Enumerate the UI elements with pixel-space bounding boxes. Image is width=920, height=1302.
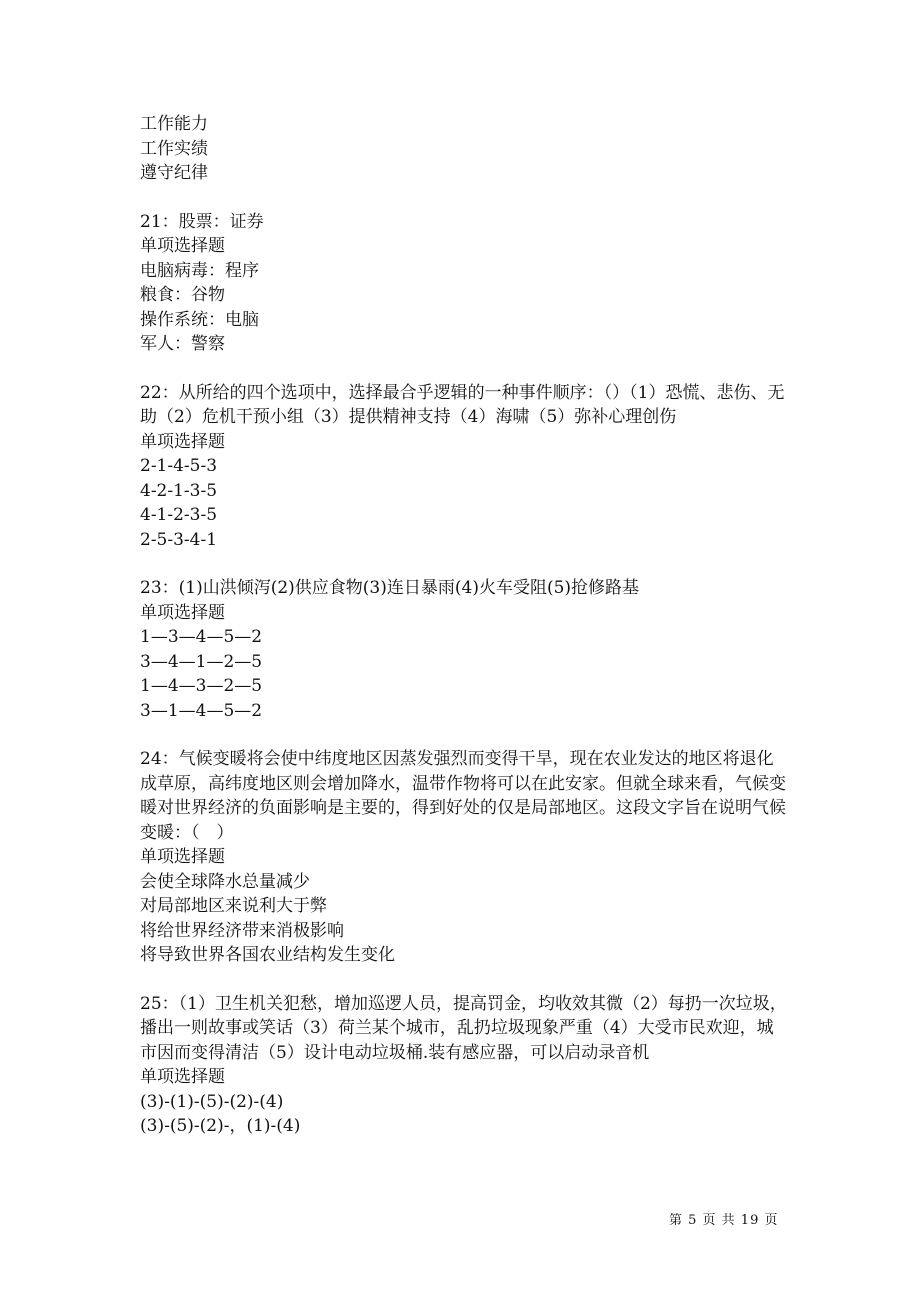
question-stem: 23：(1)山洪倾泻(2)供应食物(3)连日暴雨(4)火车受阻(5)抢修路基	[140, 578, 640, 598]
question-stem: 22：从所给的四个选项中，选择最合乎逻辑的一种事件顺序：（）（1）恐慌、悲伤、无助（2）危机干预小组（3）提供精神支持（4）海啸（5）弥补心理创伤	[140, 382, 785, 427]
question-stem: 25：（1）卫生机关犯愁，增加巡逻人员，提高罚金，均收效其微（2）每扔一次垃圾，播出一则故事或笑话（3）荷兰某个城市，乱扔垃圾现象严重（4）大受市民欢迎，城市因而变得清洁（5）设计电动垃圾桶.装有感应器，可以启动录音机	[140, 993, 787, 1063]
page-number: 第 5 页 共 19 页	[669, 1213, 779, 1228]
option-text: 将导致世界各国农业结构发生变化	[140, 945, 395, 965]
option-text: 会使全球降水总量减少	[140, 871, 310, 892]
question-type: 单项选择题	[140, 1067, 225, 1087]
question-stem: 24：气候变暖将会使中纬度地区因蒸发强烈而变得干旱，现在农业发达的地区将退化成草原，高纬度地区则会增加降水，温带作物将可以在此安家。但就全球来看，气候变暖对世界经济的负面影响是主要的，得到好处的仅是局部地区。这段文字旨在说明气候变暖：（ ）	[140, 749, 786, 843]
option-text: 4-2-1-3-5	[140, 480, 218, 501]
spacer	[140, 723, 790, 747]
option-text: 1—4—3—2—5	[140, 676, 263, 696]
option-text: 3—4—1—2—5	[140, 651, 263, 672]
option-text: 3—1—4—5—2	[140, 700, 263, 721]
spacer	[140, 186, 790, 210]
option-text: 工作能力	[140, 114, 208, 134]
option-text: 4-1-2-3-5	[140, 505, 218, 525]
question-type: 单项选择题	[140, 236, 225, 256]
option-text: 2-5-3-4-1	[140, 529, 218, 550]
question-22	[140, 381, 790, 553]
question-23	[140, 576, 790, 723]
question-21	[140, 210, 790, 357]
spacer	[140, 357, 790, 381]
question-type: 单项选择题	[140, 431, 225, 452]
option-text: 操作系统：电脑	[140, 309, 259, 330]
spacer	[140, 552, 790, 576]
option-text: 粮食：谷物	[140, 285, 225, 305]
question-24	[140, 747, 790, 968]
option-text: 对局部地区来说利大于弊	[140, 896, 327, 916]
option-text: 2-1-4-5-3	[140, 456, 218, 476]
question-stem: 21：股票：证券	[140, 211, 264, 232]
option-text: 工作实绩	[140, 138, 208, 159]
preceding-options	[140, 112, 790, 186]
question-type: 单项选择题	[140, 602, 225, 623]
option-text: 遵守纪律	[140, 163, 208, 183]
page-content	[140, 112, 790, 1139]
question-type: 单项选择题	[140, 847, 225, 867]
option-text: (3)-(5)-(2)-，(1)-(4)	[140, 1116, 301, 1136]
spacer	[140, 968, 790, 992]
option-text: 军人：警察	[140, 334, 225, 354]
option-text: (3)-(1)-(5)-(2)-(4)	[140, 1091, 284, 1112]
option-text: 电脑病毒：程序	[140, 260, 259, 281]
question-25	[140, 992, 790, 1139]
option-text: 将给世界经济带来消极影响	[140, 920, 344, 941]
option-text: 1—3—4—5—2	[140, 627, 263, 647]
